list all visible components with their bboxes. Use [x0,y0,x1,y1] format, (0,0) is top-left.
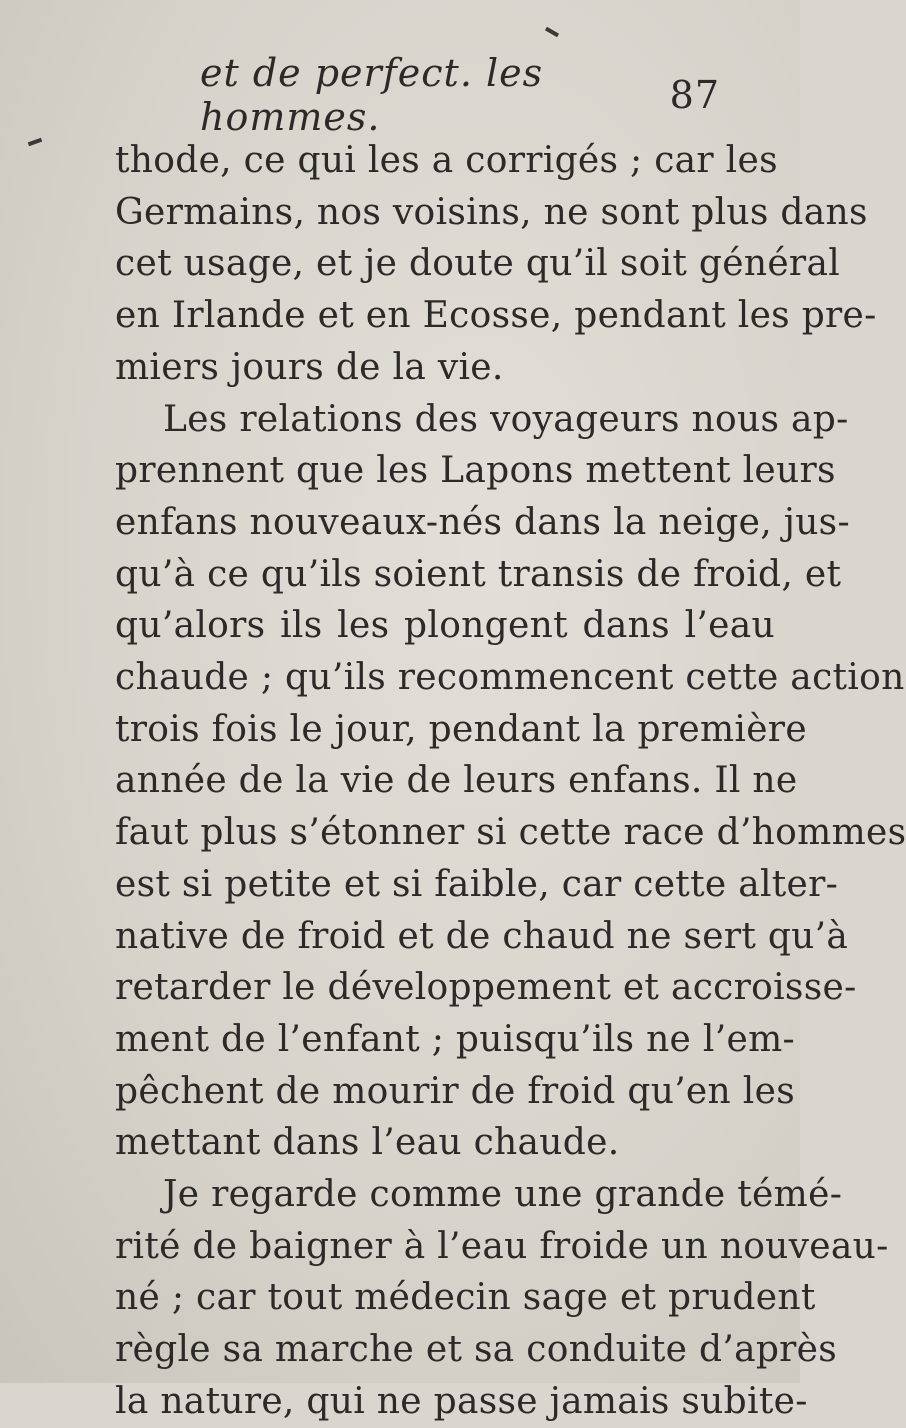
text-line: en Irlande et en Ecosse, pendant les pre- [115,295,877,337]
text-line: miers jours de la vie. [115,346,504,388]
text-line: Germains, nos voisins, ne sont plus dans [115,191,868,233]
margin-mark [28,138,43,147]
text-line: Je regarde comme une grande témé- [163,1174,843,1216]
page-number: 87 [669,73,720,117]
text-line: faut plus s’étonner si cette race d’hommes [115,812,906,854]
text-line: qu’alors ils les plongent dans l’eau [115,605,775,647]
text-line: qu’à ce qu’ils soient transis de froid, et [115,553,842,595]
text-line: thode, ce qui les a corrigés ; car les [115,140,778,181]
running-title: et de perfect. les hommes. [200,51,544,139]
text-line: mettant dans l’eau chaude. [115,1122,620,1164]
text-line: chaude ; qu’ils recommencent cette action [115,657,905,699]
ink-mark [545,27,559,37]
text-line: rité de baigner à l’eau froide un nouveau- [115,1225,889,1267]
running-head [200,51,720,139]
text-line: Les relations des voyageurs nous ap- [163,398,849,440]
body-text [115,135,906,1428]
text-line: trois fois le jour, pendant la première [115,708,807,750]
text-line: native de froid et de chaud ne sert qu’à [115,915,849,957]
text-line: pêchent de mourir de froid qu’en les [115,1070,795,1112]
text-line: cet usage, et je doute qu’il soit général [115,243,841,285]
text-line: né ; car tout médecin sage et prudent [115,1277,816,1319]
text-line: ment de l’enfant ; puisqu’ils ne l’em- [115,1018,795,1060]
text-line: année de la vie de leurs enfans. Il ne [115,760,798,802]
text-line: retarder le développement et accroisse- [115,967,857,1009]
text-line: la nature, qui ne passe jamais subite- [115,1380,808,1422]
text-line: enfans nouveaux-nés dans la neige, jus- [115,501,850,543]
text-line: est si petite et si faible, car cette alter- [115,863,839,905]
text-line: règle sa marche et sa conduite d’après [115,1329,838,1371]
text-line: prennent que les Lapons mettent leurs [115,450,836,492]
